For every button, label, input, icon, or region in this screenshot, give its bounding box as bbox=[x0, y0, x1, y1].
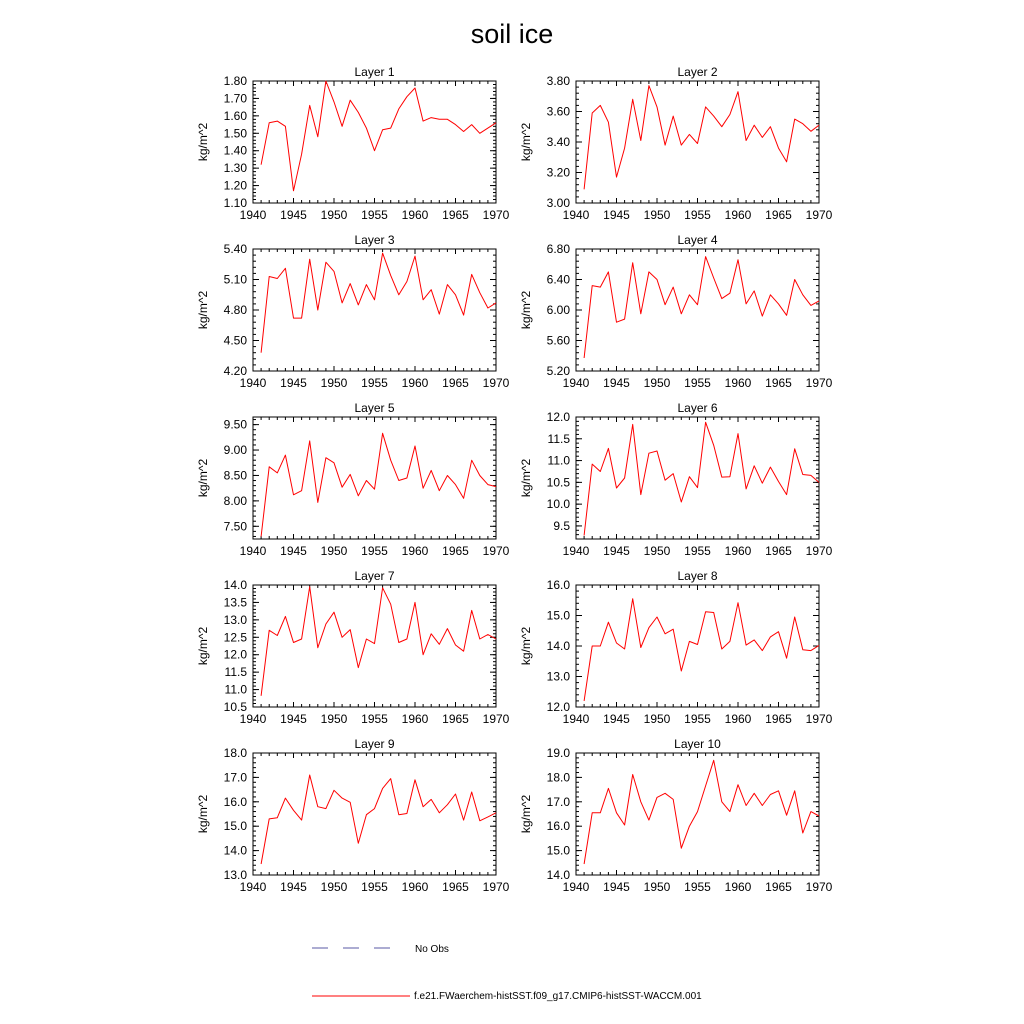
legend-no-obs-label: No Obs bbox=[415, 944, 449, 955]
x-tick-label: 1940 bbox=[239, 376, 267, 390]
x-tick-label: 1940 bbox=[562, 208, 590, 222]
panel-title: Layer 2 bbox=[677, 65, 718, 79]
x-tick-label: 1955 bbox=[684, 376, 711, 390]
y-axis-label: kg/m^2 bbox=[196, 626, 210, 666]
x-tick-label: 1970 bbox=[805, 376, 833, 390]
x-tick-label: 1970 bbox=[482, 712, 510, 726]
x-tick-label: 1960 bbox=[724, 208, 752, 222]
y-axis-label: kg/m^2 bbox=[196, 290, 210, 330]
x-tick-label: 1950 bbox=[320, 376, 348, 390]
series-line-layer-3 bbox=[261, 253, 496, 353]
y-tick-label: 6.80 bbox=[546, 242, 570, 256]
series-line-layer-6 bbox=[584, 422, 819, 535]
plot-frame bbox=[253, 585, 496, 707]
y-tick-label: 7.50 bbox=[223, 519, 247, 534]
panel-layer-3 bbox=[196, 233, 510, 390]
y-tick-label: 8.00 bbox=[223, 493, 247, 508]
y-axis-label: kg/m^2 bbox=[519, 122, 533, 162]
x-tick-label: 1970 bbox=[805, 712, 833, 726]
y-tick-label: 12.5 bbox=[223, 630, 247, 645]
x-tick-label: 1955 bbox=[361, 880, 388, 894]
x-tick-label: 1965 bbox=[765, 376, 792, 390]
x-tick-label: 1970 bbox=[482, 544, 510, 558]
x-tick-label: 1940 bbox=[562, 376, 590, 390]
y-axis-label: kg/m^2 bbox=[519, 626, 533, 666]
x-tick-label: 1945 bbox=[603, 880, 630, 894]
y-tick-label: 1.70 bbox=[223, 91, 247, 106]
panel-layer-4 bbox=[519, 233, 833, 390]
x-tick-label: 1960 bbox=[401, 712, 429, 726]
x-tick-label: 1955 bbox=[684, 880, 711, 894]
x-tick-label: 1960 bbox=[401, 376, 429, 390]
y-tick-label: 10.5 bbox=[546, 475, 570, 490]
series-line-layer-1 bbox=[261, 81, 496, 191]
x-tick-label: 1940 bbox=[239, 544, 267, 558]
x-tick-label: 1955 bbox=[684, 712, 711, 726]
x-tick-label: 1965 bbox=[442, 208, 469, 222]
panels bbox=[196, 65, 833, 894]
x-tick-label: 1970 bbox=[482, 376, 510, 390]
y-tick-label: 1.50 bbox=[223, 126, 247, 141]
plot-frame bbox=[253, 753, 496, 875]
panel-layer-7 bbox=[196, 569, 510, 726]
x-tick-label: 1945 bbox=[280, 544, 307, 558]
y-tick-label: 3.20 bbox=[546, 165, 570, 180]
figure-title: soil ice bbox=[470, 19, 554, 49]
plot-frame bbox=[253, 249, 496, 371]
y-tick-label: 9.00 bbox=[223, 443, 247, 458]
x-tick-label: 1950 bbox=[643, 880, 671, 894]
x-tick-label: 1970 bbox=[805, 544, 833, 558]
x-tick-label: 1940 bbox=[562, 880, 590, 894]
x-tick-label: 1945 bbox=[603, 376, 630, 390]
x-tick-label: 1945 bbox=[603, 544, 630, 558]
y-tick-label: 19.0 bbox=[546, 746, 570, 760]
x-tick-label: 1960 bbox=[724, 376, 752, 390]
y-tick-label: 13.0 bbox=[223, 868, 247, 882]
y-tick-label: 13.0 bbox=[546, 669, 570, 684]
y-tick-label: 14.0 bbox=[223, 843, 247, 858]
y-tick-label: 1.40 bbox=[223, 143, 247, 158]
y-tick-label: 10.5 bbox=[223, 700, 247, 714]
legend-model-label: f.e21.FWaerchem-histSST.f09_g17.CMIP6-histSST-WACCM.001 bbox=[414, 991, 702, 1002]
panel-layer-5 bbox=[196, 401, 510, 558]
y-tick-label: 5.40 bbox=[223, 242, 247, 256]
x-tick-label: 1950 bbox=[320, 208, 348, 222]
y-tick-label: 3.80 bbox=[546, 74, 570, 88]
x-tick-label: 1945 bbox=[603, 712, 630, 726]
series-line-layer-5 bbox=[261, 433, 496, 536]
x-tick-label: 1955 bbox=[361, 376, 388, 390]
x-tick-label: 1960 bbox=[401, 544, 429, 558]
x-tick-label: 1950 bbox=[320, 712, 348, 726]
y-axis-label: kg/m^2 bbox=[519, 794, 533, 834]
y-tick-label: 12.0 bbox=[223, 647, 247, 662]
y-tick-label: 13.5 bbox=[223, 595, 247, 610]
y-tick-label: 1.10 bbox=[223, 196, 247, 210]
x-tick-label: 1940 bbox=[239, 712, 267, 726]
x-tick-label: 1950 bbox=[320, 544, 348, 558]
panel-layer-8 bbox=[519, 569, 833, 726]
x-tick-label: 1970 bbox=[805, 208, 833, 222]
y-tick-label: 5.10 bbox=[223, 272, 247, 287]
y-tick-label: 11.0 bbox=[224, 682, 247, 697]
y-tick-label: 15.0 bbox=[546, 608, 570, 623]
plot-frame bbox=[253, 81, 496, 203]
y-tick-label: 14.0 bbox=[546, 639, 570, 653]
y-tick-label: 3.40 bbox=[546, 135, 570, 149]
x-tick-label: 1960 bbox=[724, 712, 752, 726]
y-tick-label: 4.50 bbox=[223, 333, 247, 348]
y-tick-label: 18.0 bbox=[223, 746, 247, 760]
series-line-layer-10 bbox=[584, 760, 819, 864]
y-tick-label: 16.0 bbox=[223, 794, 247, 809]
panel-title: Layer 7 bbox=[354, 569, 395, 583]
series-line-layer-9 bbox=[261, 775, 496, 864]
y-tick-label: 11.5 bbox=[547, 431, 570, 446]
panel-title: Layer 5 bbox=[354, 401, 395, 415]
y-tick-label: 6.00 bbox=[546, 303, 570, 317]
x-tick-label: 1955 bbox=[361, 712, 388, 726]
x-tick-label: 1965 bbox=[442, 544, 469, 558]
plot-frame bbox=[253, 417, 496, 539]
x-tick-label: 1965 bbox=[765, 544, 792, 558]
panel-title: Layer 3 bbox=[354, 233, 395, 247]
y-tick-label: 13.0 bbox=[223, 612, 247, 627]
y-tick-label: 1.30 bbox=[223, 161, 247, 176]
y-tick-label: 1.60 bbox=[223, 108, 247, 123]
series-line-layer-8 bbox=[584, 599, 819, 701]
panel-layer-6 bbox=[519, 401, 833, 558]
x-tick-label: 1960 bbox=[401, 880, 429, 894]
x-tick-label: 1960 bbox=[724, 544, 752, 558]
plot-frame bbox=[576, 753, 819, 875]
y-axis-label: kg/m^2 bbox=[196, 122, 210, 162]
y-tick-label: 1.20 bbox=[223, 178, 247, 193]
x-tick-label: 1965 bbox=[442, 376, 469, 390]
series-line-layer-4 bbox=[584, 257, 819, 358]
x-tick-label: 1965 bbox=[765, 880, 792, 894]
x-tick-label: 1945 bbox=[280, 376, 307, 390]
y-tick-label: 17.0 bbox=[223, 770, 247, 785]
y-tick-label: 4.20 bbox=[223, 364, 247, 378]
x-tick-label: 1945 bbox=[280, 880, 307, 894]
x-tick-label: 1945 bbox=[280, 208, 307, 222]
y-tick-label: 11.0 bbox=[547, 453, 570, 468]
y-tick-label: 3.60 bbox=[546, 104, 570, 119]
y-tick-label: 12.0 bbox=[546, 410, 570, 424]
panel-title: Layer 9 bbox=[354, 737, 395, 751]
y-tick-label: 17.0 bbox=[546, 794, 570, 809]
x-tick-label: 1965 bbox=[442, 880, 469, 894]
x-tick-label: 1965 bbox=[442, 712, 469, 726]
y-tick-label: 15.0 bbox=[223, 819, 247, 834]
x-tick-label: 1960 bbox=[401, 208, 429, 222]
y-tick-label: 15.0 bbox=[546, 843, 570, 858]
legend bbox=[312, 944, 702, 1002]
y-tick-label: 3.00 bbox=[546, 196, 570, 210]
x-tick-label: 1970 bbox=[805, 880, 833, 894]
y-axis-label: kg/m^2 bbox=[519, 458, 533, 498]
y-tick-label: 16.0 bbox=[546, 819, 570, 834]
x-tick-label: 1970 bbox=[482, 208, 510, 222]
y-axis-label: kg/m^2 bbox=[196, 794, 210, 834]
x-tick-label: 1965 bbox=[765, 208, 792, 222]
y-tick-label: 18.0 bbox=[546, 770, 570, 785]
panel-title: Layer 4 bbox=[677, 233, 718, 247]
x-tick-label: 1940 bbox=[562, 544, 590, 558]
x-tick-label: 1955 bbox=[684, 208, 711, 222]
y-tick-label: 14.0 bbox=[223, 578, 247, 592]
x-tick-label: 1965 bbox=[765, 712, 792, 726]
series-line-layer-7 bbox=[261, 587, 496, 696]
y-tick-label: 6.40 bbox=[546, 272, 570, 287]
x-tick-label: 1960 bbox=[724, 880, 752, 894]
y-tick-label: 4.80 bbox=[223, 303, 247, 317]
panel-title: Layer 8 bbox=[677, 569, 718, 583]
panel-title: Layer 1 bbox=[354, 65, 395, 79]
x-tick-label: 1950 bbox=[643, 376, 671, 390]
x-tick-label: 1940 bbox=[239, 880, 267, 894]
x-tick-label: 1940 bbox=[239, 208, 267, 222]
panel-layer-2 bbox=[519, 65, 833, 222]
x-tick-label: 1955 bbox=[684, 544, 711, 558]
y-axis-label: kg/m^2 bbox=[196, 458, 210, 498]
x-tick-label: 1950 bbox=[643, 712, 671, 726]
y-tick-label: 14.0 bbox=[546, 868, 570, 882]
y-tick-label: 11.5 bbox=[224, 665, 247, 680]
y-tick-label: 5.20 bbox=[546, 364, 570, 378]
x-tick-label: 1955 bbox=[361, 544, 388, 558]
x-tick-label: 1955 bbox=[361, 208, 388, 222]
y-tick-label: 5.60 bbox=[546, 333, 570, 348]
y-tick-label: 10.0 bbox=[546, 497, 570, 512]
x-tick-label: 1950 bbox=[320, 880, 348, 894]
x-tick-label: 1950 bbox=[643, 208, 671, 222]
x-tick-label: 1940 bbox=[562, 712, 590, 726]
panel-title: Layer 6 bbox=[677, 401, 718, 415]
y-tick-label: 12.0 bbox=[546, 700, 570, 714]
y-tick-label: 8.50 bbox=[223, 468, 247, 483]
x-tick-label: 1950 bbox=[643, 544, 671, 558]
panel-title: Layer 10 bbox=[674, 737, 721, 751]
y-tick-label: 1.80 bbox=[223, 74, 247, 88]
y-tick-label: 9.5 bbox=[553, 518, 570, 533]
y-tick-label: 9.50 bbox=[223, 417, 247, 432]
panel-layer-9 bbox=[196, 737, 510, 894]
x-tick-label: 1945 bbox=[280, 712, 307, 726]
x-tick-label: 1970 bbox=[482, 880, 510, 894]
y-tick-label: 16.0 bbox=[546, 578, 570, 592]
x-tick-label: 1945 bbox=[603, 208, 630, 222]
panel-layer-10 bbox=[519, 737, 833, 894]
y-axis-label: kg/m^2 bbox=[519, 290, 533, 330]
series-line-layer-2 bbox=[584, 86, 819, 190]
plot-frame bbox=[576, 417, 819, 539]
panel-layer-1 bbox=[196, 65, 510, 222]
